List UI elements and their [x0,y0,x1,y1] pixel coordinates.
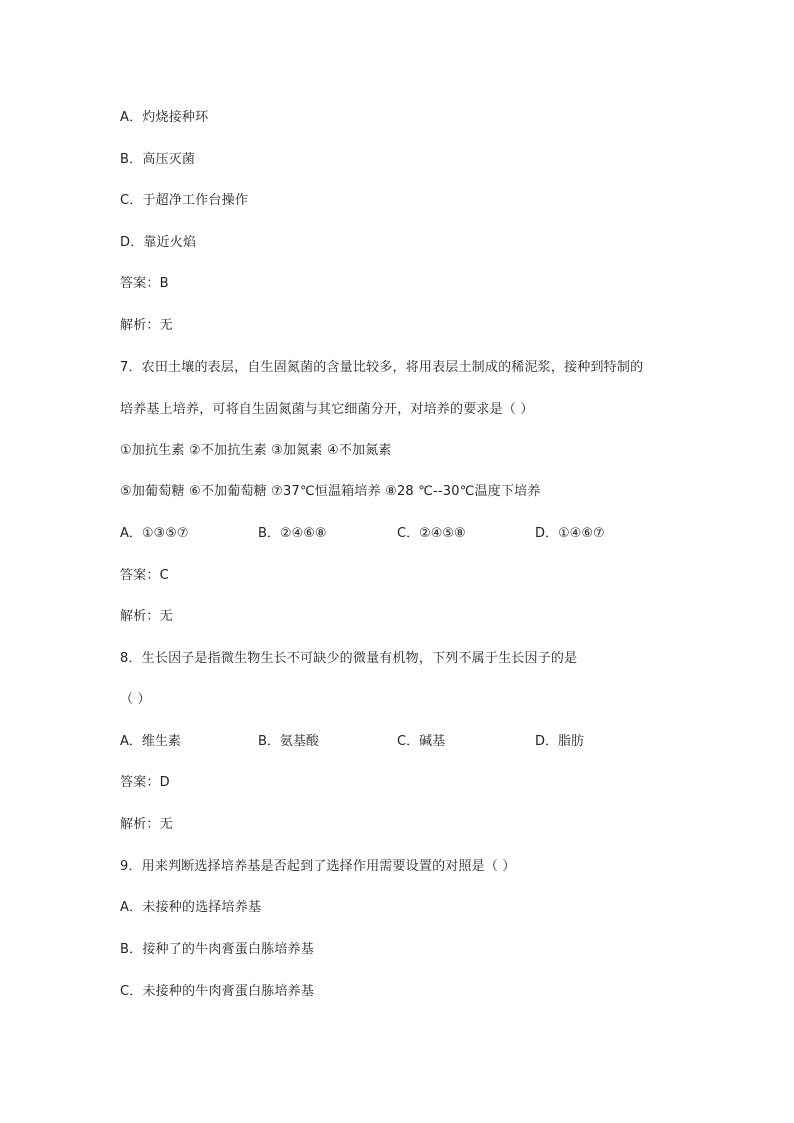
q7-option-a: A．①③⑤⑦ [120,526,189,541]
q9-stem: 9．用来判断选择培养基是否起到了选择作用需要设置的对照是（ ） [120,859,516,874]
q9-option-c: C．未接种的牛肉膏蛋白胨培养基 [120,984,315,999]
q7-option-d: D．①④⑥⑦ [535,526,605,541]
q8-analysis: 解析：无 [120,817,173,832]
q7-analysis: 解析：无 [120,609,173,624]
q8-stem-line2: （ ） [120,692,151,707]
q6-analysis: 解析：无 [120,318,173,333]
q7-answer: 答案：C [120,568,169,583]
q6-option-a: A．灼烧接种环 [120,110,209,125]
q6-option-b: B．高压灭菌 [120,152,196,167]
q8-stem-line1: 8．生长因子是指微生物生长不可缺少的微量有机物，下列不属于生长因子的是 [120,651,578,666]
q6-option-d: D．靠近火焰 [120,235,197,250]
q7-conditions-line1: ①加抗生素 ②不加抗生素 ③加氮素 ④不加氮素 [120,443,392,458]
q7-option-b: B．②④⑥⑧ [258,526,327,541]
q9-option-a: A．未接种的选择培养基 [120,900,262,915]
q7-conditions-line2: ⑤加葡萄糖 ⑥不加葡萄糖 ⑦37℃恒温箱培养 ⑧28 ℃--30℃温度下培养 [120,484,541,499]
q7-option-c: C．②④⑤⑧ [397,526,466,541]
q7-stem-line1: 7．农田土壤的表层，自生固氮菌的含量比较多，将用表层土制成的稀泥浆，接种到特制的 [120,360,644,375]
q7-stem-line2: 培养基上培养，可将自生固氮菌与其它细菌分开，对培养的要求是（ ） [120,402,534,417]
q6-option-c: C．于超净工作台操作 [120,193,249,208]
q8-option-c: C．碱基 [397,734,446,749]
q8-option-d: D．脂肪 [535,734,585,749]
q8-answer: 答案：D [120,775,170,790]
q8-option-b: B．氨基酸 [258,734,319,749]
q8-option-a: A．维生素 [120,734,181,749]
q6-answer: 答案：B [120,276,169,291]
q9-option-b: B．接种了的牛肉膏蛋白胨培养基 [120,942,314,957]
